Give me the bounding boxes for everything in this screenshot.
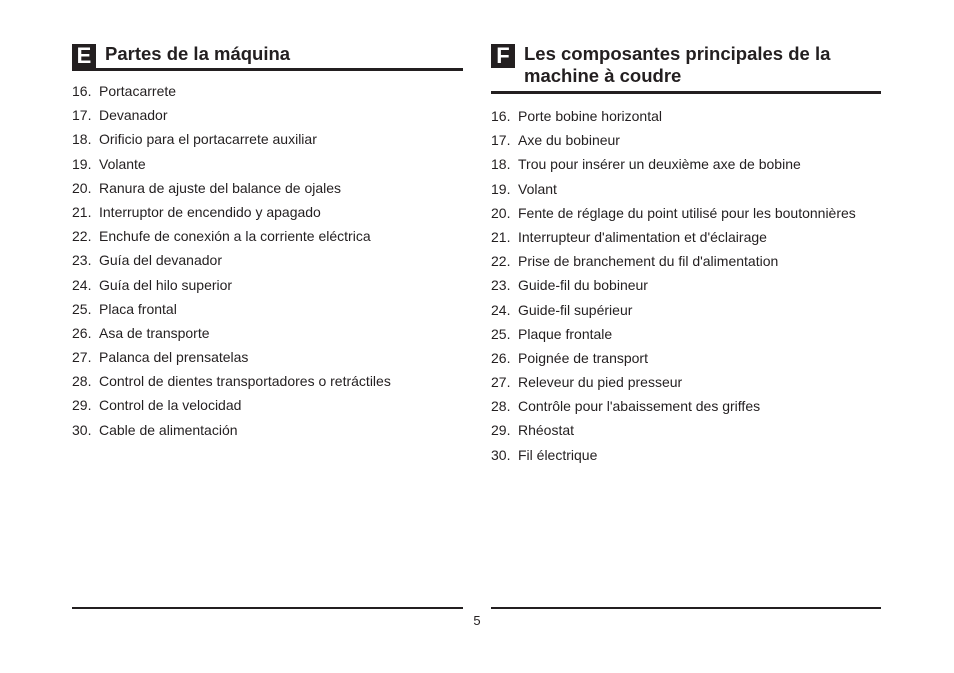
item-number: 24.	[491, 301, 511, 318]
list-item	[491, 132, 881, 156]
item-label: Guía del hilo superior	[99, 276, 233, 293]
item-label: Interrupteur d'alimentation et d'éclairage	[518, 228, 767, 245]
item-number: 26.	[491, 349, 511, 366]
item-number: 23.	[491, 277, 511, 294]
item-number: 18.	[491, 156, 511, 173]
item-number: 21.	[72, 203, 92, 220]
item-label: Prise de branchement du fil d'alimentation	[518, 253, 779, 270]
list-item	[491, 205, 881, 229]
item-label: Ranura de ajuste del balance de ojales	[99, 179, 342, 196]
section-title	[524, 43, 830, 87]
item-number: 26.	[72, 324, 92, 341]
item-number: 27.	[491, 374, 511, 391]
item-label: Palanca del prensatelas	[99, 349, 249, 366]
list-item	[72, 397, 463, 421]
item-label: Fente de réglage du point utilisé pour les boutonnières	[518, 204, 856, 221]
item-label: Trou pour insérer un deuxième axe de bobine	[518, 156, 801, 173]
list-item	[72, 373, 463, 397]
page-number: 5	[473, 613, 481, 628]
item-number: 23.	[72, 252, 92, 269]
section-header	[491, 44, 881, 94]
item-label: Plaque frontale	[518, 325, 613, 342]
list-item	[72, 325, 463, 349]
item-number: 27.	[72, 349, 92, 366]
list-item	[72, 83, 463, 107]
item-label: Releveur du pied presseur	[518, 374, 683, 391]
section-title: Partes de la máquina	[105, 43, 291, 64]
item-label: Volant	[518, 180, 557, 197]
item-number: 16.	[72, 83, 92, 99]
item-number: 24.	[72, 276, 92, 293]
list-item	[72, 131, 463, 155]
item-label: Placa frontal	[99, 300, 177, 317]
item-number: 19.	[72, 155, 92, 172]
list-item	[491, 422, 881, 446]
list-item	[72, 107, 463, 131]
item-number: 28.	[491, 398, 511, 415]
item-number: 25.	[72, 300, 92, 317]
item-label: Control de la velocidad	[99, 397, 242, 414]
list-item	[491, 156, 881, 180]
list-item	[491, 398, 881, 422]
spanish-section	[72, 44, 463, 446]
item-label: Poignée de transport	[518, 349, 648, 366]
item-label: Fil électrique	[518, 446, 598, 463]
item-number: 28.	[72, 373, 92, 390]
item-label: Cable de alimentación	[99, 421, 238, 438]
item-label: Portacarrete	[99, 83, 177, 99]
item-number: 18.	[72, 131, 92, 148]
item-number: 17.	[491, 132, 511, 149]
list-item	[491, 108, 881, 132]
item-label: Guide-fil supérieur	[518, 301, 633, 318]
list-item	[491, 302, 881, 326]
list-item	[72, 252, 463, 276]
list-item	[491, 277, 881, 301]
item-number: 21.	[491, 228, 511, 245]
list-item	[72, 156, 463, 180]
language-badge: F	[491, 44, 515, 68]
item-number: 30.	[491, 446, 511, 463]
list-item	[72, 349, 463, 373]
item-number: 29.	[491, 422, 511, 439]
list-item	[72, 301, 463, 325]
footer-rule-left	[72, 607, 463, 609]
footer-rule-right	[491, 607, 881, 609]
item-number: 30.	[72, 421, 92, 438]
item-label: Porte bobine horizontal	[518, 108, 662, 124]
item-label: Volante	[99, 155, 146, 172]
item-number: 29.	[72, 397, 92, 414]
item-label: Asa de transporte	[99, 324, 210, 341]
item-label: Enchufe de conexión a la corriente eléctrica	[99, 228, 371, 245]
list-item	[491, 447, 881, 471]
section-title-line-2: machine à coudre	[524, 65, 682, 86]
section-header	[72, 44, 463, 71]
language-badge: E	[72, 44, 96, 68]
item-label: Guía del devanador	[99, 252, 222, 269]
item-number: 16.	[491, 108, 511, 124]
section-title-line-1: Les composantes principales de la	[524, 43, 831, 64]
item-label: Rhéostat	[518, 422, 575, 439]
list-item	[491, 181, 881, 205]
list-item	[491, 253, 881, 277]
item-label: Interruptor de encendido y apagado	[99, 203, 321, 220]
item-number: 19.	[491, 180, 511, 197]
item-number: 20.	[491, 204, 511, 221]
list-item	[72, 228, 463, 252]
list-item	[72, 204, 463, 228]
item-number: 17.	[72, 107, 92, 124]
item-label: Contrôle pour l'abaissement des griffes	[518, 398, 761, 415]
item-label: Guide-fil du bobineur	[518, 277, 648, 294]
item-number: 22.	[491, 253, 511, 270]
parts-list	[72, 83, 463, 446]
item-label: Devanador	[99, 107, 168, 124]
parts-list	[491, 108, 881, 471]
list-item	[491, 229, 881, 253]
item-label: Axe du bobineur	[518, 132, 620, 149]
list-item	[491, 326, 881, 350]
list-item	[491, 374, 881, 398]
item-number: 20.	[72, 179, 92, 196]
list-item	[72, 422, 463, 446]
list-item	[72, 277, 463, 301]
item-number: 22.	[72, 228, 92, 245]
item-label: Control de dientes transportadores o retráctiles	[99, 373, 391, 390]
french-section	[491, 44, 881, 471]
item-label: Orificio para el portacarrete auxiliar	[99, 131, 317, 148]
item-number: 25.	[491, 325, 511, 342]
list-item	[72, 180, 463, 204]
list-item	[491, 350, 881, 374]
